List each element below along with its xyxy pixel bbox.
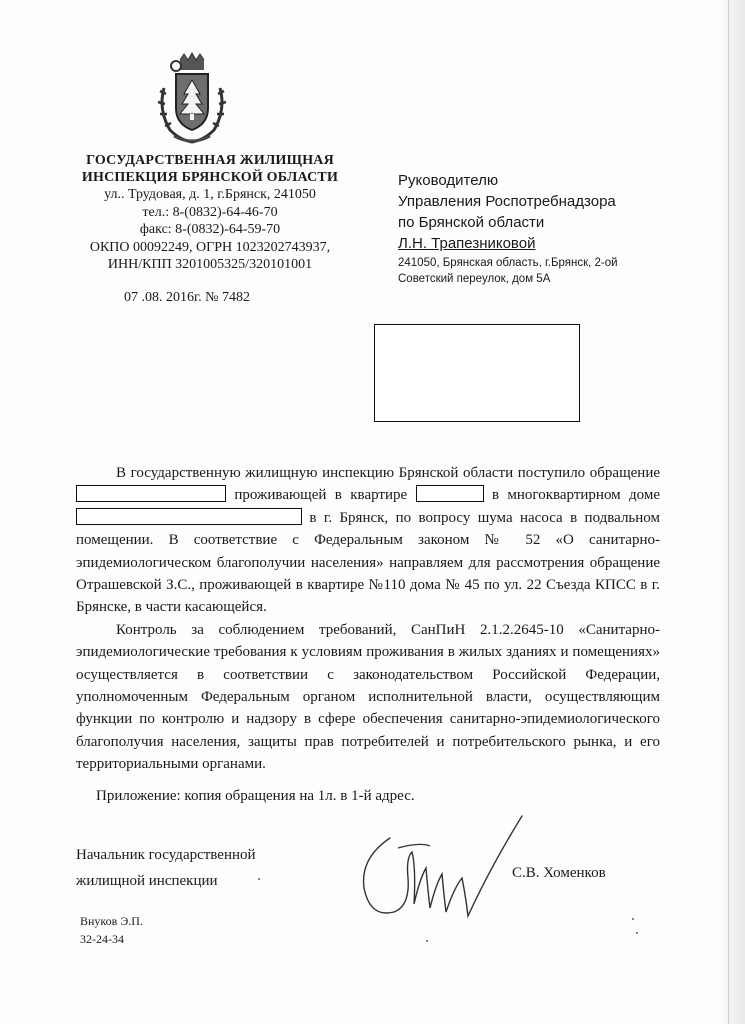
signer-name: С.В. Хоменков bbox=[512, 865, 606, 881]
agency-address: ул.. Трудовая, д. 1, г.Брянск, 241050 bbox=[104, 187, 316, 202]
p1-text-a: В государственную жилищную инспекцию Брянской области поступило обращение bbox=[116, 465, 660, 481]
addressee-line3: по Брянской области bbox=[398, 214, 545, 231]
agency-phone: тел.: 8-(0832)-64-46-70 bbox=[142, 204, 278, 220]
agency-fax: факс: 8-(0832)-64-59-70 bbox=[139, 222, 281, 237]
agency-okpo-ogrn: ОКПО 00092249, ОГРН 1023202743937, bbox=[89, 239, 331, 255]
attachment-note: Приложение: копия обращения на 1л. в 1-й адрес. bbox=[96, 788, 415, 804]
redacted-apartment bbox=[416, 485, 484, 502]
addressee-line1: Руководителю bbox=[398, 172, 499, 189]
performer-name: Внуков Э.П. bbox=[80, 914, 143, 928]
scan-edge bbox=[717, 0, 745, 1024]
addressee-name: Л.Н. Трапезниковой bbox=[398, 235, 536, 252]
letter-body bbox=[76, 462, 660, 776]
addressee-line2: Управления Роспотребнадзора bbox=[398, 193, 616, 210]
scan-speck bbox=[636, 932, 638, 934]
p1-text-d: в г. Брянск, по вопросу шума насоса в подвальном помещении. В соответствие с Федеральным законом № 52 «О санитарно-эпидемиологическом благополучии населения» направляем для рассмотрения обращение Отрашевской З.С., проживающей в квартире №110 дома № 45 по ул. 22 Съезда КПСС в г. Брянске, в части касающейся. bbox=[76, 509, 661, 616]
paragraph-1 bbox=[76, 462, 660, 619]
performer-phone: 32-24-34 bbox=[80, 932, 124, 946]
redacted-recipient-box bbox=[374, 324, 580, 422]
scan-speck bbox=[258, 878, 260, 880]
agency-name-line1: ГОСУДАРСТВЕННАЯ ЖИЛИЩНАЯ bbox=[86, 153, 334, 168]
performer-info bbox=[80, 912, 143, 948]
addressee-address-line2: Советский переулок, дом 5А bbox=[398, 273, 551, 285]
redacted-building bbox=[76, 508, 302, 525]
signer-title-line2: жилищной инспекции bbox=[76, 873, 218, 889]
signer-title bbox=[76, 842, 256, 894]
agency-name-line2: ИНСПЕКЦИЯ БРЯНСКОЙ ОБЛАСТИ bbox=[81, 170, 339, 185]
document-date-number: 07 .08. 2016г. № 7482 bbox=[124, 290, 251, 305]
scan-speck bbox=[426, 940, 428, 942]
p1-text-c: в многоквартирном доме bbox=[491, 487, 661, 504]
redacted-applicant-name bbox=[76, 485, 226, 502]
signer-title-line1: Начальник государственной bbox=[76, 847, 256, 863]
addressee-block bbox=[398, 170, 698, 286]
scan-edge-line bbox=[728, 0, 729, 1024]
agency-inn-kpp: ИНН/КПП 3201005325/320101001 bbox=[107, 257, 313, 272]
p1-text-b: проживающей в квартире bbox=[234, 487, 408, 504]
scan-speck bbox=[632, 918, 634, 920]
agency-header bbox=[60, 152, 360, 274]
coat-of-arms-icon bbox=[150, 48, 234, 148]
addressee-address-line1: 241050, Брянская область, г.Брянск, 2-ой bbox=[398, 257, 618, 269]
handwritten-signature bbox=[350, 808, 530, 928]
paragraph-2: Контроль за соблюдением требований, СанПиН 2.1.2.2645-10 «Санитарно-эпидемиологические требования к условиям проживания в жилых зданиях и помещениях» осуществляется в соответствии с законодательством Российской Федерации, уполномоченным Федеральным органом исполнительной власти, осуществляющим функции по контролю и надзору в сфере обеспечения санитарно-эпидемиологического благополучия населения, защиты прав потребителей и потребительского рынка, и его территориальными органами. bbox=[76, 621, 660, 773]
